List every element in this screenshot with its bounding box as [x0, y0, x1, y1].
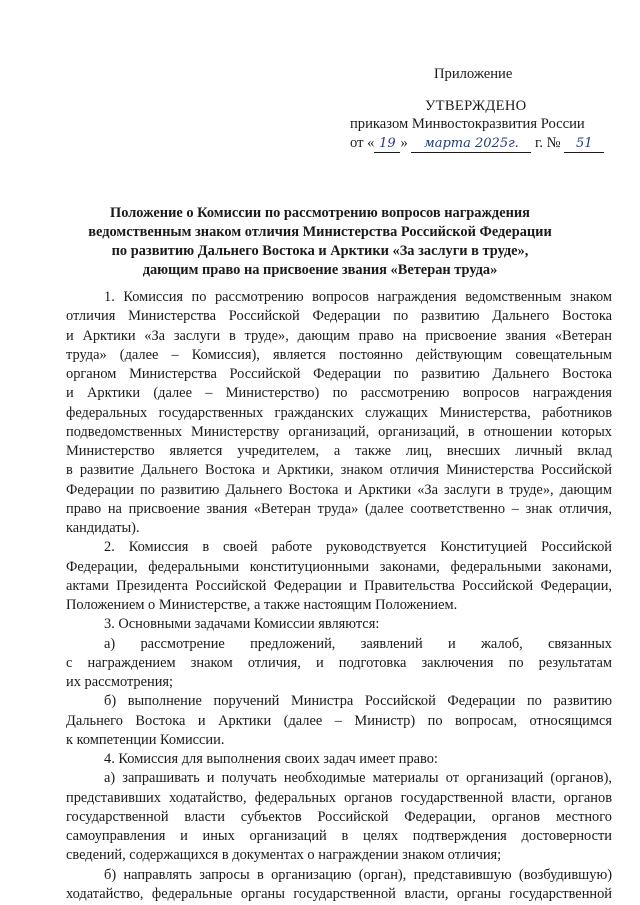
date-mid: »	[400, 135, 408, 151]
body-line: и Арктики (далее – Министерство) по рассмотрению вопросов награждения	[66, 385, 612, 402]
body-line: подведомственных Министерству организаций, организаций, в отношении которых	[66, 423, 612, 440]
body-line: Федерации, федеральными конституционными законами, федеральными законами,	[66, 558, 612, 575]
appendix-label: Приложение	[434, 66, 513, 82]
body-line: 4. Комиссия для выполнения своих задач имеет право:	[104, 751, 438, 767]
body-line: б) направлять запросы в организацию (орган), представившую (возбудившую)	[104, 866, 612, 883]
body-line: а) запрашивать и получать необходимые материалы от организаций (органов),	[104, 770, 612, 787]
body-line: и Арктики «За заслуги в труде», дающим право на присвоение звания «Ветеран	[66, 327, 612, 344]
body-line: труда» (далее – Комиссия), является постоянно действующим совещательным	[66, 346, 612, 363]
order-reference: приказом Минвостокразвития России	[350, 116, 585, 132]
order-date-line	[350, 133, 604, 153]
body-line: самоуправления и иных организаций в целях подтверждения достоверности	[66, 828, 612, 844]
body-line: а) рассмотрение предложений, заявлений и жалоб, связанных	[104, 635, 612, 652]
body-line: 3. Основными задачами Комиссии являются:	[104, 616, 380, 633]
approved-stamp-text: УТВЕРЖДЕНО	[425, 98, 527, 114]
body-line: Дальнего Востока и Арктики (далее – Министр) по вопросам, относящимся	[66, 712, 612, 729]
body-line: к компетенции Комиссии.	[66, 731, 225, 748]
body-line: ходатайство, федеральные органы государственной власти, органы государственной	[66, 885, 612, 902]
body-line: их рассмотрения;	[66, 674, 174, 690]
title-line: ведомственным знаком отличия Министерства Российской Федерации	[88, 224, 552, 240]
title-line: Положение о Комиссии по рассмотрению вопросов награждения	[110, 205, 530, 221]
body-line: 2. Комиссия в своей работе руководствуется Конституцией Российской	[104, 539, 612, 556]
body-line: 1. Комиссия по рассмотрению вопросов награждения ведомственным знаком	[104, 289, 612, 305]
body-line: федеральных государственных гражданских служащих Министерства, работников	[66, 404, 612, 421]
body-line: в развитие Дальнего Востока и Арктики, знаком отличия Министерства Российской	[66, 462, 612, 479]
order-number: 51	[564, 136, 604, 153]
number-prefix: г. №	[535, 135, 561, 151]
body-line: отличия Министерства Российской Федерации по развитию Дальнего Востока	[66, 308, 612, 325]
body-line: Федерации по развитию Дальнего Востока и Арктики «За заслуги в труде», дающим	[66, 481, 612, 498]
order-month-year: марта 2025г.	[411, 136, 531, 153]
title-line: по развитию Дальнего Востока и Арктики «За заслуги в труде»,	[111, 243, 529, 259]
body-line: представивших ходатайство, федеральных органов государственной власти, органов	[66, 789, 612, 806]
body-line: с награждением знаком отличия, и подготовка заключения по результатам	[66, 654, 612, 671]
body-line: Положением о Министерстве, а также настоящим Положением.	[66, 597, 458, 613]
order-day: 19	[374, 136, 400, 153]
body-line: кандидаты).	[66, 520, 140, 536]
body-line: актами Президента Российской Федерации и Правительства Российской Федерации,	[66, 577, 612, 594]
date-prefix: от «	[350, 135, 375, 151]
body-line: право на присвоение звания «Ветеран труда» (далее соответственно – знак отличия,	[66, 500, 612, 517]
document-title	[60, 204, 580, 280]
body-line: Министерство является учредителем, а также лиц, внесших личный вклад	[66, 443, 612, 459]
body-line: государственной власти субъектов Российской Федерации, органов местного	[66, 808, 612, 825]
title-line: дающим право на присвоение звания «Ветеран труда»	[142, 262, 498, 278]
body-line: б) выполнение поручений Министра Российской Федерации по развитию	[104, 693, 612, 710]
document-body	[66, 288, 612, 904]
body-line: органом Министерства Российской Федерации по развитию Дальнего Востока	[66, 366, 612, 382]
body-line: сведений, содержащихся в документах о награждении знаком отличия;	[66, 847, 502, 864]
